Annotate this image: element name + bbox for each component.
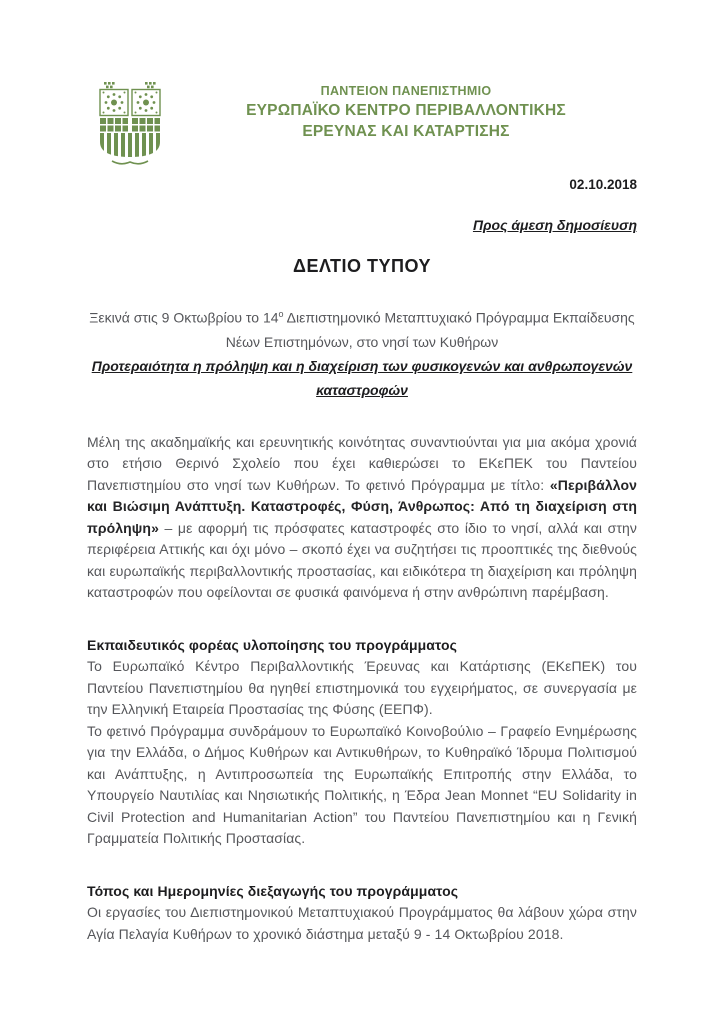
owl-eye-left <box>103 92 126 114</box>
owl-eye-right <box>135 92 158 114</box>
section-heading-place-dates: Τόπος και Ημερομηνίες διεξαγωγής του προγράμματος <box>87 882 459 899</box>
owl-feet-arc <box>112 161 148 164</box>
document-body <box>87 432 637 946</box>
owl-body-stripes <box>100 133 160 157</box>
paragraph-implementing-body-1: Το Ευρωπαϊκό Κέντρο Περιβαλλοντικής Έρευνας και Κατάρτισης (ΕΚεΠΕΚ) του Παντείου Πανεπιστημίου θα ηγηθεί επιστημονικά του εγχειρήματος, σε συνεργασία με την Ελληνική Εταιρεία Προστασίας της Φύσης (ΕΕΠΦ). <box>87 658 637 718</box>
document-date: 02.10.2018 <box>569 177 637 192</box>
subtitle-text-post: Διεπιστημονικό Μεταπτυχιακό Πρόγραμμα Εκπαίδευσης Νέων Επιστημόνων, στο νησί των Κυθήρων <box>225 309 635 350</box>
owl-cheek-grids <box>100 118 160 132</box>
subtitle <box>87 302 637 354</box>
owl-ear-right <box>145 82 156 88</box>
letterhead <box>87 82 637 171</box>
org-name-line-2: ΕΥΡΩΠΑΪΚΟ ΚΕΝΤΡΟ ΠΕΡΙΒΑΛΛΟΝΤΙΚΗΣ <box>246 102 566 119</box>
paragraph-place-dates: Οι εργασίες του Διεπιστημονικού Μεταπτυχιακού Προγράμματος θα λάβουν χώρα στην Αγία Πελαγία Κυθήρων το χρονικό διάστημα μεταξύ 9 - 14 Οκτωβρίου 2018. <box>87 904 637 942</box>
page-title: ΔΕΛΤΙΟ ΤΥΠΟΥ <box>293 256 431 276</box>
intro-text-1: Μέλη της ακαδημαϊκής και ερευνητικής κοινότητας συναντιούνται για μια ακόμα χρονιά στο ετήσιο Θερινό Σχολείο που έχει καθιερώσει το ΕΚεΠΕΚ του Παντείου Πανεπιστημίου στο νησί των Κυθήρων. Το φετινό Πρόγραμμα με τίτλο: <box>87 433 637 493</box>
organization-name <box>175 82 637 141</box>
logo-container <box>87 82 175 171</box>
intro-text-2: – με αφορμή τις πρόσφατες καταστροφές στο ίδιο το νησί, αλλά και στην περιφέρεια Αττικής και όχι μόνο – σκοπό έχει να συζητήσει τις προοπτικές της διεθνούς και ευρωπαϊκής περιβαλλοντικής προστασίας, και ειδικότερα τη διαχείριση και πρόληψη καταστροφών που οφείλονται σε φυσικά φαινόμενα ή στην ανθρώπινη παρέμβαση. <box>87 519 637 601</box>
ordinal-superscript: ο <box>278 309 284 319</box>
panteion-owl-emblem-icon <box>97 82 163 166</box>
org-name-line-1: ΠΑΝΤΕΙΟΝ ΠΑΝΕΠΙΣΤΗΜΙΟ <box>320 84 492 98</box>
owl-ear-left <box>104 82 115 88</box>
document-content <box>87 82 637 945</box>
program-title-bold: «Περιβάλλον και Βιώσιμη Ανάπτυξη. Καταστροφές, Φύση, Άνθρωπος: Από τη διαχείριση στη πρόληψη» <box>87 476 637 536</box>
paragraph-implementing-body-2: Το φετινό Πρόγραμμα συνδράμουν το Ευρωπαϊκό Κοινοβούλιο – Γραφείο Ενημέρωσης για την Ελλάδα, ο Δήμος Κυθήρων και Αντικυθήρων, το Κυθηραϊκό Ίδρυμα Πολιτισμού και Ανάπτυξης, η Αντιπροσωπεία της Ευρωπαϊκής Επιτροπής στην Ελλάδα, το Υπουργείο Ναυτιλίας και Νησιωτικής Πολιτικής, η Έδρα Jean Monnet “EU Solidarity in Civil Protection and Humanitarian Action” του Παντείου Πανεπιστημίου και η Γενική Γραμματεία Πολιτικής Προστασίας. <box>87 722 637 847</box>
section-heading-implementing-body: Εκπαιδευτικός φορέας υλοποίησης του προγράμματος <box>87 636 457 653</box>
release-note: Προς άμεση δημοσίευση <box>472 217 637 233</box>
org-name-line-3: ΕΡΕΥΝΑΣ ΚΑΙ ΚΑΤΑΡΤΙΣΗΣ <box>302 123 510 140</box>
paragraph-intro <box>87 432 637 604</box>
subtitle-text-pre: Ξεκινά στις 9 Οκτωβρίου το 14 <box>89 309 279 326</box>
subtitle-emphasis: Προτεραιότητα η πρόληψη και η διαχείριση των φυσικογενών και ανθρωπογενών καταστροφών <box>91 357 633 398</box>
